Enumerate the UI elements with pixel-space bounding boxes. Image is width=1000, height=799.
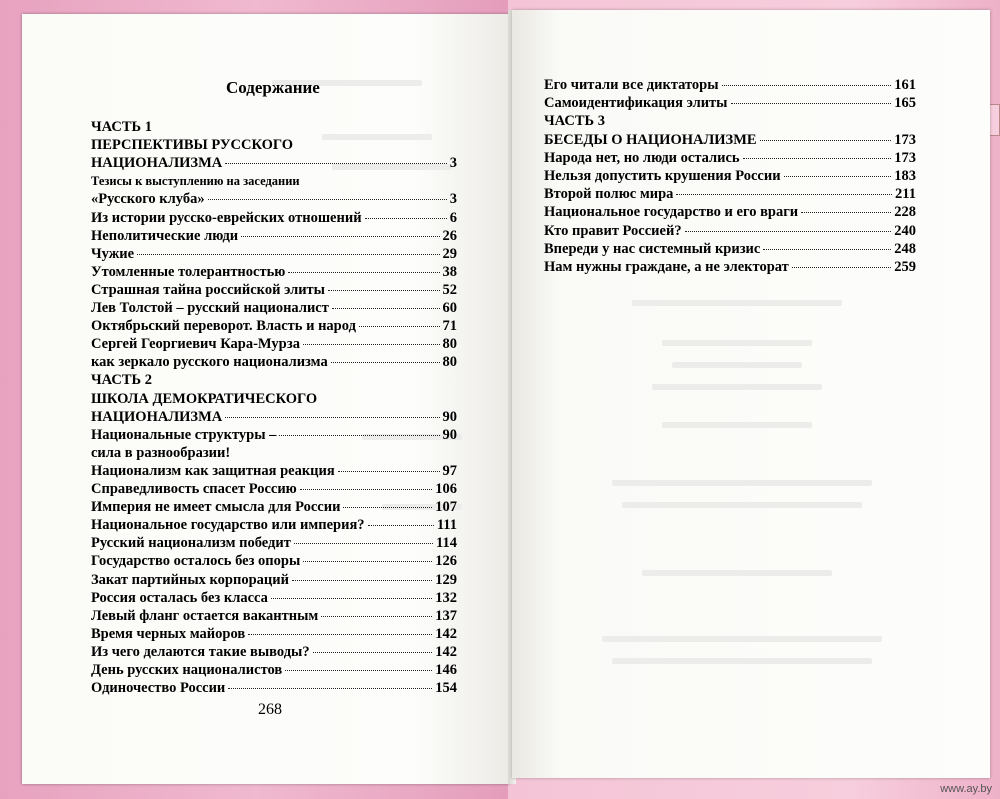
dot-leader <box>343 507 432 508</box>
dot-leader <box>292 580 432 581</box>
toc-entry <box>91 462 457 480</box>
toc-entry-title: как зеркало русского национализма <box>91 354 328 371</box>
toc-page-number: 165 <box>894 95 916 112</box>
toc-entry <box>91 625 457 643</box>
toc-page-number: 97 <box>442 462 457 479</box>
toc-entry <box>91 426 457 444</box>
toc-entry <box>544 185 916 203</box>
toc-entry <box>91 571 457 589</box>
toc-page-number: 142 <box>435 625 457 642</box>
toc-page-number: 132 <box>435 589 457 606</box>
toc-page-number: 129 <box>435 571 457 588</box>
toc-entry-title: Закат партийных корпораций <box>91 571 289 588</box>
dot-leader <box>228 688 432 689</box>
toc-page-number: 6 <box>449 209 457 226</box>
show-through-mark <box>672 362 802 368</box>
toc-entry-title: Октябрьский переворот. Власть и народ <box>91 318 356 335</box>
toc-entry <box>91 516 457 534</box>
toc-page-number: 183 <box>894 168 916 184</box>
toc-entry <box>91 607 457 625</box>
dot-leader <box>760 140 892 141</box>
dot-leader <box>359 326 440 327</box>
dot-leader <box>279 435 439 436</box>
toc-page-number: 137 <box>435 607 457 624</box>
toc-entry-title: ПЕРСПЕКТИВЫ РУССКОГО <box>91 137 294 154</box>
toc-entry <box>91 408 457 426</box>
show-through-mark <box>322 134 432 140</box>
dot-leader <box>208 199 447 200</box>
toc-entry-title: Народа нет, но люди остались <box>544 149 740 166</box>
toc-entry-title: ШКОЛА ДЕМОКРАТИЧЕСКОГО <box>91 390 318 407</box>
toc-entry-title: Чужие <box>91 245 135 262</box>
toc-entry <box>91 317 457 335</box>
toc-entry <box>91 353 457 371</box>
toc-entry <box>91 172 300 190</box>
toc-entry <box>91 281 457 299</box>
toc-page-number: 80 <box>442 354 457 371</box>
toc-entry <box>91 118 152 136</box>
toc-entry <box>544 149 916 167</box>
toc-entry-title: Национализм как защитная реакция <box>91 462 335 479</box>
dot-leader <box>676 194 892 195</box>
toc-entry <box>544 167 916 185</box>
toc-entry-title: Лев Толстой – русский националист <box>91 300 329 316</box>
toc-page-number: 111 <box>436 517 457 534</box>
toc-entry-title: Национальное государство или империя? <box>91 517 365 534</box>
toc-entry <box>544 222 916 240</box>
dot-leader <box>338 471 440 472</box>
toc-entry-title: ЧАСТЬ 1 <box>91 119 152 135</box>
toc-page-number: 259 <box>894 259 916 275</box>
toc-entry-title: День русских националистов <box>91 662 283 678</box>
toc-entry-title: Его читали все диктаторы <box>544 77 719 93</box>
toc-entry <box>91 190 457 208</box>
toc-entry <box>544 131 916 149</box>
toc-entry <box>91 136 293 154</box>
toc-page-number: 80 <box>442 336 457 353</box>
toc-page-number: 52 <box>442 281 457 298</box>
toc-entry-title: Империя не имеет смысла для России <box>91 499 341 516</box>
show-through-mark <box>612 480 872 486</box>
toc-page-number: 248 <box>894 240 916 257</box>
toc-entry-title: Национальное государство и его враги <box>544 204 799 221</box>
toc-entry-title: Справедливость спасет Россию <box>91 481 297 497</box>
show-through-mark <box>602 636 882 642</box>
toc-entry-title: Из чего делаются такие выводы? <box>91 643 310 660</box>
toc-entry <box>544 112 605 130</box>
toc-entry-title: Россия осталась без класса <box>91 589 268 606</box>
toc-entry <box>91 552 457 570</box>
toc-entry-title: Утомленные толерантностью <box>91 263 286 280</box>
toc-page-number: 154 <box>435 680 457 697</box>
toc-page-number: 142 <box>435 643 457 660</box>
dot-leader <box>248 634 432 635</box>
toc-entry-title: Одиночество России <box>91 680 226 697</box>
dot-leader <box>313 652 433 653</box>
watermark: www.ay.by <box>940 783 992 795</box>
toc-entry <box>91 480 457 498</box>
toc-entry <box>91 154 457 172</box>
dot-leader <box>241 236 439 237</box>
dot-leader <box>763 249 891 250</box>
toc-page-number: 3 <box>449 191 457 208</box>
toc-page-number: 26 <box>442 227 457 244</box>
toc-entry-title: Из истории русско-еврейских отношений <box>91 209 362 226</box>
toc-title: Содержание <box>226 78 320 97</box>
toc-entry <box>91 335 457 353</box>
dot-leader <box>731 103 892 104</box>
dot-leader <box>722 85 892 86</box>
toc-page-number: 240 <box>894 222 916 239</box>
dot-leader <box>285 670 432 671</box>
toc-entry <box>91 245 457 263</box>
toc-entry <box>91 227 457 245</box>
dot-leader <box>365 218 447 219</box>
toc-entry-title: НАЦИОНАЛИЗМА <box>91 155 223 172</box>
toc-entry-title: «Русского клуба» <box>91 191 205 208</box>
toc-page-number: 228 <box>894 204 916 221</box>
toc-page-number: 29 <box>442 245 457 262</box>
toc-entry-title: сила в разнообразии! <box>91 444 231 461</box>
toc-page-number: 38 <box>442 263 457 280</box>
dot-leader <box>303 561 432 562</box>
toc-entry <box>91 263 457 281</box>
toc-entry-title: ЧАСТЬ 3 <box>544 113 605 130</box>
toc-page-number: 90 <box>442 408 457 425</box>
toc-entry <box>544 94 916 112</box>
toc-entry <box>91 299 457 317</box>
dot-leader <box>303 344 440 345</box>
toc-page-number: 173 <box>894 149 916 166</box>
toc-page-number: 211 <box>895 186 916 203</box>
toc-page-number: 146 <box>435 662 457 678</box>
toc-entry-title: Неполитические люди <box>91 227 239 244</box>
toc-entry <box>544 203 916 221</box>
dot-leader <box>294 543 433 544</box>
show-through-mark <box>662 422 812 428</box>
toc-entry-title: НАЦИОНАЛИЗМА <box>91 408 223 425</box>
dot-leader <box>801 212 891 213</box>
toc-page-number: 3 <box>449 155 457 172</box>
toc-entry <box>91 661 457 679</box>
dot-leader <box>225 163 447 164</box>
dot-leader <box>784 176 892 177</box>
page-number: 268 <box>258 701 282 718</box>
toc-entry-title: Второй полюс мира <box>544 186 674 203</box>
toc-entry-title: Нельзя допустить крушения России <box>544 168 781 184</box>
dot-leader <box>331 362 440 363</box>
show-through-mark <box>652 384 822 390</box>
toc-entry-title: Русский национализм победит <box>91 535 291 552</box>
toc-entry <box>544 76 916 94</box>
toc-entry-title: Нам нужны граждане, а не электорат <box>544 259 789 275</box>
toc-entry <box>91 209 457 227</box>
toc-entry-title: Левый фланг остается вакантным <box>91 607 319 624</box>
toc-page-number: 161 <box>894 77 916 93</box>
show-through-mark <box>632 300 842 306</box>
show-through-mark <box>662 340 812 346</box>
dot-leader <box>225 417 439 418</box>
toc-entry-title: Время черных майоров <box>91 625 246 642</box>
toc-entry <box>544 240 916 258</box>
toc-entry <box>91 371 152 389</box>
toc-page-number: 126 <box>435 553 457 570</box>
show-through-mark <box>642 570 832 576</box>
dot-leader <box>271 598 432 599</box>
dot-leader <box>321 616 432 617</box>
toc-entry-title: Тезисы к выступлению на заседании <box>91 174 300 189</box>
toc-entry <box>91 498 457 516</box>
toc-entry-title: Государство осталось без опоры <box>91 553 301 570</box>
toc-entry <box>91 679 457 697</box>
toc-entry-title: Сергей Георгиевич Кара-Мурза <box>91 336 300 353</box>
toc-entry-title: Национальные структуры – <box>91 426 277 443</box>
dot-leader <box>792 267 891 268</box>
toc-entry <box>91 534 457 552</box>
toc-entry <box>91 589 457 607</box>
toc-entry-title: Страшная тайна российской элиты <box>91 281 326 298</box>
toc-page-number: 107 <box>435 499 457 516</box>
toc-entry-title: Самоидентификация элиты <box>544 95 728 112</box>
toc-page-number: 60 <box>442 300 457 316</box>
dot-leader <box>300 489 432 490</box>
toc-entry-title: ЧАСТЬ 2 <box>91 372 152 389</box>
dot-leader <box>685 231 892 232</box>
dot-leader <box>137 254 439 255</box>
dot-leader <box>288 272 439 273</box>
toc-entry <box>91 390 317 408</box>
dot-leader <box>743 158 892 159</box>
show-through-mark <box>612 658 872 664</box>
toc-page-number: 71 <box>442 318 457 335</box>
dot-leader <box>328 290 439 291</box>
toc-entry-title: Кто правит Россией? <box>544 222 682 239</box>
toc-entry <box>91 643 457 661</box>
toc-page-number: 173 <box>894 131 916 148</box>
toc-page-number: 114 <box>436 535 457 552</box>
dot-leader <box>368 525 434 526</box>
toc-entry <box>91 444 230 462</box>
toc-entry-title: Впереди у нас системный кризис <box>544 240 761 257</box>
toc-entry <box>544 258 916 276</box>
toc-page-number: 106 <box>435 481 457 497</box>
show-through-mark <box>622 502 862 508</box>
dot-leader <box>332 308 440 309</box>
toc-entry-title: БЕСЕДЫ О НАЦИОНАЛИЗМЕ <box>544 131 757 148</box>
toc-page-number: 90 <box>442 426 457 443</box>
